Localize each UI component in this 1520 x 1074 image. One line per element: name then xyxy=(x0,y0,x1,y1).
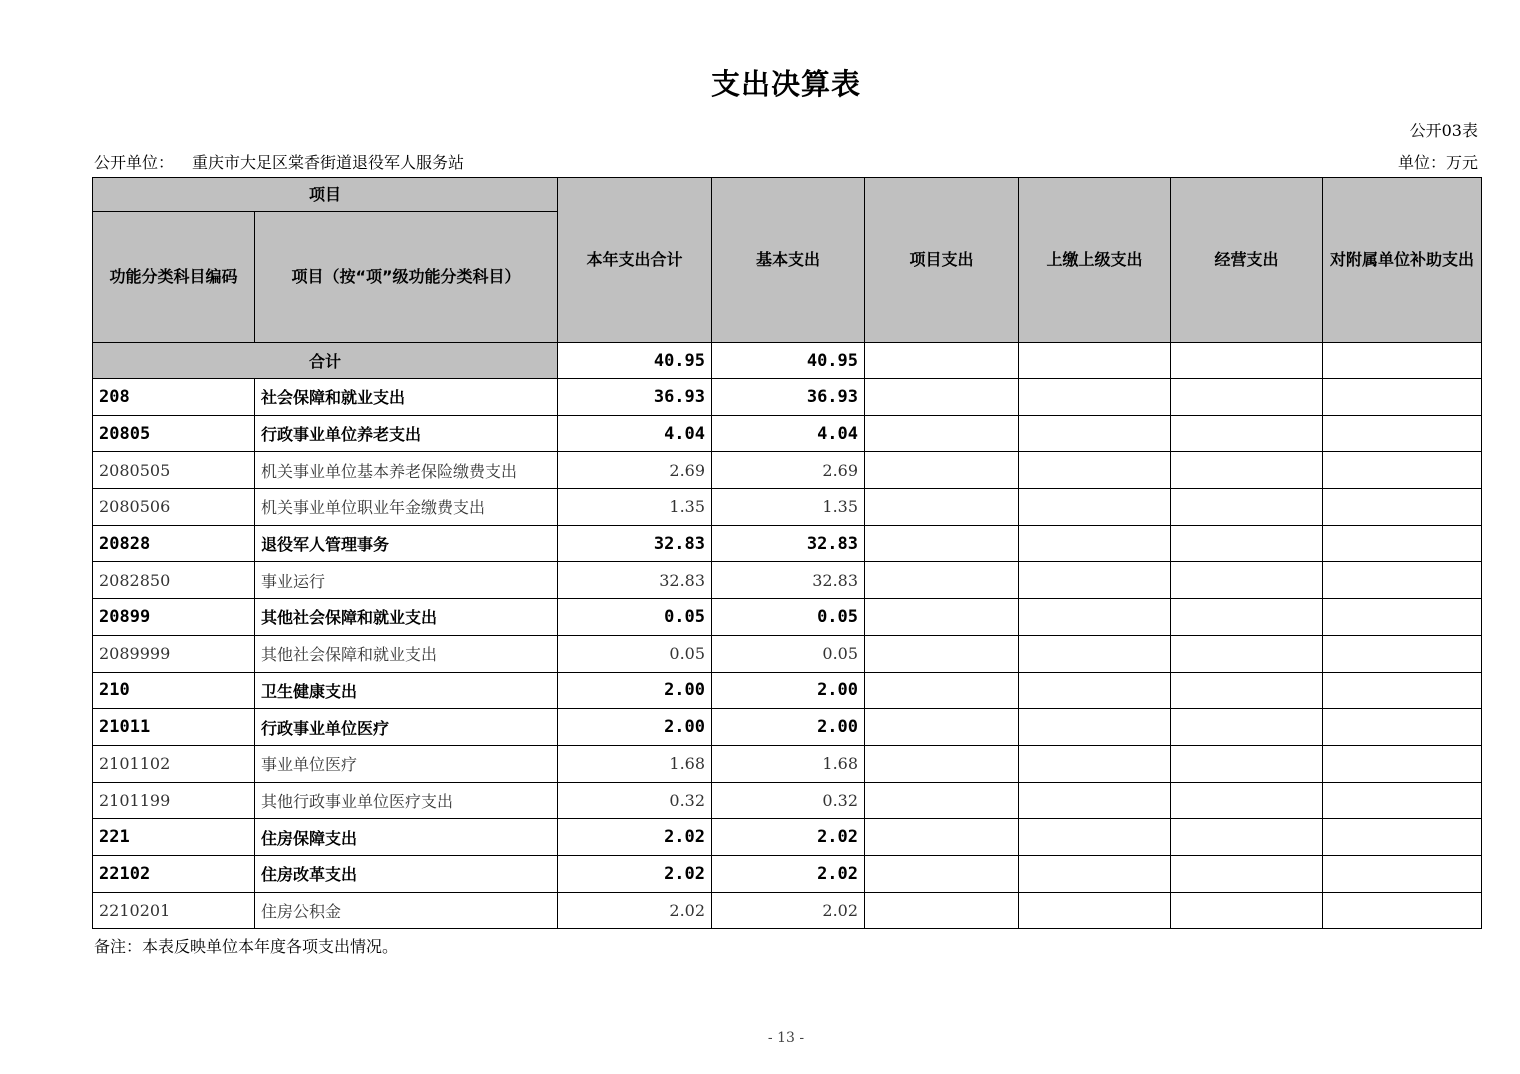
row-code: 2080505 xyxy=(93,452,255,489)
row-subsidy xyxy=(1323,855,1482,892)
row-upper xyxy=(1019,415,1171,452)
row-code: 2089999 xyxy=(93,635,255,672)
total-row xyxy=(93,343,1482,379)
total-label: 合计 xyxy=(93,343,558,379)
row-subsidy xyxy=(1323,782,1482,819)
header-project-group: 项目 xyxy=(93,178,558,212)
row-business xyxy=(1171,489,1323,526)
row-upper xyxy=(1019,379,1171,416)
row-name: 机关事业单位基本养老保险缴费支出 xyxy=(255,452,558,489)
row-subsidy xyxy=(1323,819,1482,856)
row-subsidy xyxy=(1323,562,1482,599)
unit-label: 公开单位： xyxy=(94,153,175,172)
total-upper xyxy=(1019,343,1171,379)
row-name: 社会保障和就业支出 xyxy=(255,379,558,416)
row-project xyxy=(865,452,1019,489)
footnote: 备注：本表反映单位本年度各项支出情况。 xyxy=(94,937,399,956)
row-subsidy xyxy=(1323,415,1482,452)
row-name: 行政事业单位养老支出 xyxy=(255,415,558,452)
row-upper xyxy=(1019,819,1171,856)
row-basic: 0.32 xyxy=(712,782,865,819)
row-upper xyxy=(1019,782,1171,819)
row-total: 1.35 xyxy=(558,489,712,526)
row-business xyxy=(1171,452,1323,489)
row-basic: 2.69 xyxy=(712,452,865,489)
row-total: 0.05 xyxy=(558,599,712,636)
row-total: 2.00 xyxy=(558,672,712,709)
total-business xyxy=(1171,343,1323,379)
row-name: 其他行政事业单位医疗支出 xyxy=(255,782,558,819)
row-basic: 36.93 xyxy=(712,379,865,416)
row-subsidy xyxy=(1323,525,1482,562)
row-project xyxy=(865,489,1019,526)
row-business xyxy=(1171,745,1323,782)
row-code: 20805 xyxy=(93,415,255,452)
row-name: 住房保障支出 xyxy=(255,819,558,856)
currency-unit: 单位：万元 xyxy=(1397,153,1478,172)
row-business xyxy=(1171,819,1323,856)
row-upper xyxy=(1019,635,1171,672)
row-subsidy xyxy=(1323,599,1482,636)
row-upper xyxy=(1019,672,1171,709)
row-total: 0.32 xyxy=(558,782,712,819)
table-row xyxy=(93,489,1482,526)
row-business xyxy=(1171,562,1323,599)
row-project xyxy=(865,782,1019,819)
row-project xyxy=(865,819,1019,856)
table-row xyxy=(93,709,1482,746)
row-upper xyxy=(1019,709,1171,746)
row-project xyxy=(865,379,1019,416)
row-subsidy xyxy=(1323,892,1482,929)
row-project xyxy=(865,672,1019,709)
header-basic: 基本支出 xyxy=(712,178,865,343)
row-business xyxy=(1171,415,1323,452)
row-total: 2.02 xyxy=(558,819,712,856)
row-name: 卫生健康支出 xyxy=(255,672,558,709)
row-project xyxy=(865,599,1019,636)
row-subsidy xyxy=(1323,489,1482,526)
row-name: 其他社会保障和就业支出 xyxy=(255,635,558,672)
row-basic: 2.02 xyxy=(712,855,865,892)
row-total: 2.69 xyxy=(558,452,712,489)
row-upper xyxy=(1019,452,1171,489)
row-project xyxy=(865,855,1019,892)
header-upper: 上缴上级支出 xyxy=(1019,178,1171,343)
row-code: 2210201 xyxy=(93,892,255,929)
row-project xyxy=(865,635,1019,672)
unit-info xyxy=(94,150,482,173)
row-upper xyxy=(1019,562,1171,599)
header-subsidy: 对附属单位补助支出 xyxy=(1323,178,1482,343)
row-upper xyxy=(1019,525,1171,562)
header-project: 项目支出 xyxy=(865,178,1019,343)
row-basic: 32.83 xyxy=(712,525,865,562)
table-row xyxy=(93,452,1482,489)
row-code: 208 xyxy=(93,379,255,416)
row-subsidy xyxy=(1323,452,1482,489)
row-business xyxy=(1171,892,1323,929)
row-total: 1.68 xyxy=(558,745,712,782)
row-basic: 1.35 xyxy=(712,489,865,526)
row-name: 事业运行 xyxy=(255,562,558,599)
row-total: 0.05 xyxy=(558,635,712,672)
row-business xyxy=(1171,635,1323,672)
row-basic: 0.05 xyxy=(712,635,865,672)
page-title: 支出决算表 xyxy=(710,67,861,101)
row-subsidy xyxy=(1323,745,1482,782)
row-name: 行政事业单位医疗 xyxy=(255,709,558,746)
row-business xyxy=(1171,525,1323,562)
row-subsidy xyxy=(1323,672,1482,709)
unit-info-row xyxy=(94,150,1478,173)
table-row xyxy=(93,782,1482,819)
row-project xyxy=(865,892,1019,929)
row-name: 住房公积金 xyxy=(255,892,558,929)
row-code: 21011 xyxy=(93,709,255,746)
row-subsidy xyxy=(1323,709,1482,746)
row-basic: 32.83 xyxy=(712,562,865,599)
table-row xyxy=(93,635,1482,672)
unit-name: 重庆市大足区棠香街道退役军人服务站 xyxy=(192,153,465,172)
row-project xyxy=(865,562,1019,599)
row-code: 210 xyxy=(93,672,255,709)
table-row xyxy=(93,525,1482,562)
row-name: 退役军人管理事务 xyxy=(255,525,558,562)
row-total: 2.00 xyxy=(558,709,712,746)
total-basic: 40.95 xyxy=(712,343,865,379)
header-business: 经营支出 xyxy=(1171,178,1323,343)
row-code: 221 xyxy=(93,819,255,856)
row-code: 20899 xyxy=(93,599,255,636)
row-total: 36.93 xyxy=(558,379,712,416)
row-basic: 2.00 xyxy=(712,709,865,746)
row-business xyxy=(1171,782,1323,819)
row-name: 住房改革支出 xyxy=(255,855,558,892)
row-total: 32.83 xyxy=(558,562,712,599)
row-code: 2101199 xyxy=(93,782,255,819)
row-project xyxy=(865,525,1019,562)
total-project xyxy=(865,343,1019,379)
row-upper xyxy=(1019,599,1171,636)
header-total: 本年支出合计 xyxy=(558,178,712,343)
row-project xyxy=(865,415,1019,452)
row-name: 其他社会保障和就业支出 xyxy=(255,599,558,636)
header-name: 项目（按“项”级功能分类科目） xyxy=(255,212,558,343)
row-project xyxy=(865,709,1019,746)
row-name: 机关事业单位职业年金缴费支出 xyxy=(255,489,558,526)
row-total: 2.02 xyxy=(558,855,712,892)
expenditure-table xyxy=(92,177,1482,929)
row-name: 事业单位医疗 xyxy=(255,745,558,782)
row-subsidy xyxy=(1323,635,1482,672)
total-sum: 40.95 xyxy=(558,343,712,379)
row-basic: 2.02 xyxy=(712,819,865,856)
row-upper xyxy=(1019,892,1171,929)
table-row xyxy=(93,892,1482,929)
table-row xyxy=(93,379,1482,416)
total-subsidy xyxy=(1323,343,1482,379)
table-row xyxy=(93,745,1482,782)
row-code: 20828 xyxy=(93,525,255,562)
table-row xyxy=(93,599,1482,636)
row-basic: 0.05 xyxy=(712,599,865,636)
row-code: 22102 xyxy=(93,855,255,892)
table-row xyxy=(93,562,1482,599)
row-subsidy xyxy=(1323,379,1482,416)
row-project xyxy=(865,745,1019,782)
row-business xyxy=(1171,599,1323,636)
table-row xyxy=(93,819,1482,856)
row-code: 2082850 xyxy=(93,562,255,599)
row-basic: 4.04 xyxy=(712,415,865,452)
row-business xyxy=(1171,672,1323,709)
row-business xyxy=(1171,709,1323,746)
row-basic: 2.02 xyxy=(712,892,865,929)
table-row xyxy=(93,415,1482,452)
row-upper xyxy=(1019,855,1171,892)
row-upper xyxy=(1019,745,1171,782)
row-basic: 2.00 xyxy=(712,672,865,709)
row-code: 2080506 xyxy=(93,489,255,526)
row-business xyxy=(1171,379,1323,416)
row-code: 2101102 xyxy=(93,745,255,782)
row-total: 2.02 xyxy=(558,892,712,929)
row-total: 32.83 xyxy=(558,525,712,562)
row-basic: 1.68 xyxy=(712,745,865,782)
table-number: 公开03表 xyxy=(1409,121,1478,140)
table-row xyxy=(93,672,1482,709)
row-upper xyxy=(1019,489,1171,526)
header-code: 功能分类科目编码 xyxy=(93,212,255,343)
page-number: - 13 - xyxy=(767,1030,805,1046)
row-business xyxy=(1171,855,1323,892)
row-total: 4.04 xyxy=(558,415,712,452)
table-row xyxy=(93,855,1482,892)
